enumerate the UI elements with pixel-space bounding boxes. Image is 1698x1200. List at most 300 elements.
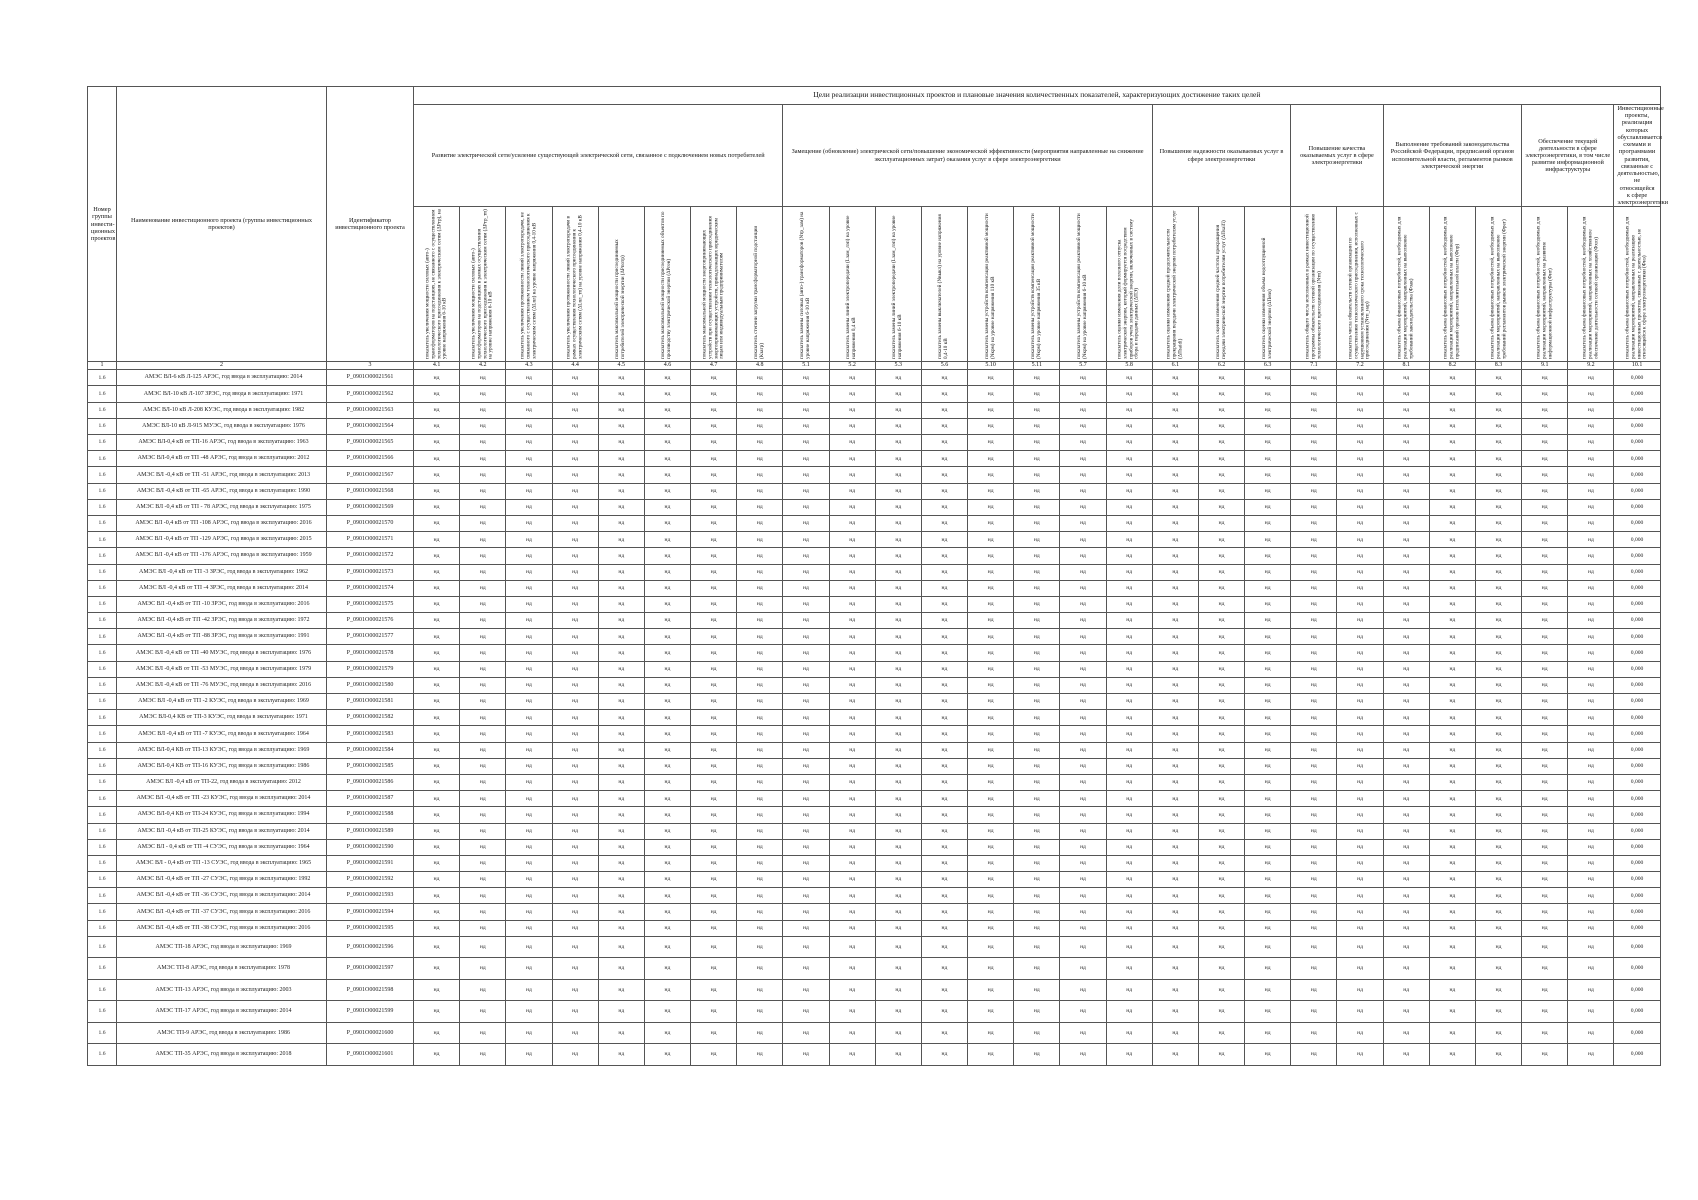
row-indicator-value: нд <box>691 435 737 451</box>
row-indicator-value: нд <box>1337 904 1383 920</box>
table-row <box>88 402 1661 418</box>
row-project-id: P_0901O00021601 <box>327 1044 414 1066</box>
row-indicator-value: нд <box>1014 920 1060 936</box>
row-indicator-value: нд <box>644 742 690 758</box>
row-indicator-value: нд <box>783 823 829 839</box>
row-indicator-value: нд <box>1198 920 1244 936</box>
row-indicator-value: нд <box>1475 645 1521 661</box>
row-indicator-value: нд <box>414 904 460 920</box>
row-indicator-value: нд <box>968 645 1014 661</box>
row-indicator-value: нд <box>1429 839 1475 855</box>
row-indicator-value: нд <box>783 839 829 855</box>
row-indicator-value: нд <box>829 1001 875 1023</box>
row-indicator-value: нд <box>1522 580 1568 596</box>
row-indicator-value: нд <box>1522 386 1568 402</box>
row-indicator-value: нд <box>460 402 506 418</box>
row-indicator-value: нд <box>1429 418 1475 434</box>
column-number: 1 <box>88 362 117 370</box>
row-indicator-value: нд <box>737 661 783 677</box>
row-indicator-value: нд <box>1429 596 1475 612</box>
row-indicator-value: нд <box>414 645 460 661</box>
row-indicator-value: нд <box>598 710 644 726</box>
row-indicator-value: 0,000 <box>1614 742 1660 758</box>
row-indicator-value: нд <box>737 677 783 693</box>
table-row <box>88 548 1661 564</box>
row-indicator-value: нд <box>921 920 967 936</box>
row-indicator-value: нд <box>1337 872 1383 888</box>
row-indicator-value: нд <box>691 580 737 596</box>
row-indicator-value: нд <box>921 613 967 629</box>
row-indicator-value: нд <box>1475 807 1521 823</box>
header-indicator-column <box>1106 207 1152 362</box>
row-indicator-value: нд <box>691 467 737 483</box>
row-indicator-value: нд <box>1568 499 1614 515</box>
row-indicator-value: нд <box>1568 677 1614 693</box>
column-number: 8.2 <box>1429 362 1475 370</box>
row-indicator-value: нд <box>1152 742 1198 758</box>
row-indicator-value: нд <box>1568 839 1614 855</box>
row-indicator-value: нд <box>552 435 598 451</box>
row-indicator-value: нд <box>644 370 690 386</box>
row-indicator-value: 0,000 <box>1614 855 1660 871</box>
row-indicator-value: нд <box>1522 855 1568 871</box>
row-group-number: 1.6 <box>88 548 117 564</box>
row-indicator-value: нд <box>1060 979 1106 1001</box>
row-indicator-value: нд <box>460 1001 506 1023</box>
header-indicator-column <box>921 207 967 362</box>
row-indicator-value: нд <box>1291 613 1337 629</box>
table-row <box>88 677 1661 693</box>
row-indicator-value: нд <box>1522 418 1568 434</box>
row-indicator-value: нд <box>1198 451 1244 467</box>
row-indicator-value: нд <box>1245 1044 1291 1066</box>
indicator-label: показатель оценки изменения средней продолжительности прекращения передачи электрической энергии потребителям услуг (ΔПsaidi) <box>1165 210 1184 360</box>
row-indicator-value: нд <box>737 451 783 467</box>
row-indicator-value: нд <box>921 807 967 823</box>
row-group-number: 1.6 <box>88 645 117 661</box>
row-indicator-value: нд <box>414 774 460 790</box>
row-group-number: 1.6 <box>88 694 117 710</box>
row-indicator-value: нд <box>1245 807 1291 823</box>
row-indicator-value: нд <box>552 1044 598 1066</box>
header-goal-group: Замещение (обновление) электрической сети/повышение экономической эффективности (мероприятия направленные на снижение эксплуатационных затрат) оказания услуг в сфере электроэнергетики <box>783 105 1152 207</box>
row-project-name: АМЭС ВЛ-0,4 КВ от ТП-3 КУЭС, год ввода в эксплуатацию: 1971 <box>117 710 327 726</box>
row-project-id: P_0901O00021586 <box>327 774 414 790</box>
row-indicator-value: нд <box>1060 467 1106 483</box>
row-indicator-value: нд <box>1291 370 1337 386</box>
row-indicator-value: нд <box>921 904 967 920</box>
row-indicator-value: нд <box>1383 467 1429 483</box>
row-indicator-value: нд <box>552 855 598 871</box>
row-indicator-value: нд <box>1106 499 1152 515</box>
row-indicator-value: нд <box>1568 645 1614 661</box>
column-number: 5.8 <box>1106 362 1152 370</box>
row-indicator-value: нд <box>1245 694 1291 710</box>
row-indicator-value: нд <box>1291 823 1337 839</box>
row-group-number: 1.6 <box>88 451 117 467</box>
row-indicator-value: нд <box>460 499 506 515</box>
row-indicator-value: нд <box>737 435 783 451</box>
row-indicator-value: нд <box>1245 418 1291 434</box>
row-indicator-value: нд <box>1106 726 1152 742</box>
row-indicator-value: нд <box>968 1022 1014 1044</box>
row-indicator-value: нд <box>460 532 506 548</box>
row-indicator-value: 0,000 <box>1614 596 1660 612</box>
row-indicator-value: нд <box>644 807 690 823</box>
row-indicator-value: нд <box>1106 920 1152 936</box>
row-indicator-value: нд <box>829 386 875 402</box>
row-indicator-value: нд <box>644 958 690 980</box>
row-indicator-value: нд <box>829 629 875 645</box>
row-indicator-value: нд <box>1522 872 1568 888</box>
row-indicator-value: нд <box>1429 710 1475 726</box>
indicator-label: показатель максимальной мощности энергопринимающих устройств при осуществлении технологического присоединения энергопринимающих устройств, принадлежащих юридическим лицам или индивидуальным предпринимателям <box>700 216 725 360</box>
row-indicator-value: нд <box>506 742 552 758</box>
row-indicator-value: нд <box>414 726 460 742</box>
row-indicator-value: нд <box>414 596 460 612</box>
row-indicator-value: нд <box>1245 872 1291 888</box>
header-indicator-column <box>1429 207 1475 362</box>
row-indicator-value: нд <box>1152 596 1198 612</box>
row-indicator-value: нд <box>737 613 783 629</box>
row-indicator-value: нд <box>1014 629 1060 645</box>
row-indicator-value: нд <box>1522 742 1568 758</box>
row-indicator-value: нд <box>1383 888 1429 904</box>
header-indicator-column <box>1014 207 1060 362</box>
row-indicator-value: нд <box>1245 920 1291 936</box>
row-indicator-value: нд <box>1337 435 1383 451</box>
row-indicator-value: нд <box>414 823 460 839</box>
row-indicator-value: нд <box>783 774 829 790</box>
row-indicator-value: нд <box>921 645 967 661</box>
row-indicator-value: нд <box>1198 483 1244 499</box>
row-indicator-value: 0,000 <box>1614 888 1660 904</box>
row-indicator-value: нд <box>1198 1001 1244 1023</box>
row-indicator-value: нд <box>1475 435 1521 451</box>
row-group-number: 1.6 <box>88 499 117 515</box>
table-row <box>88 791 1661 807</box>
table-row <box>88 710 1661 726</box>
row-indicator-value: нд <box>921 564 967 580</box>
row-indicator-value: нд <box>1245 855 1291 871</box>
table-row <box>88 564 1661 580</box>
row-indicator-value: нд <box>829 1022 875 1044</box>
row-indicator-value: нд <box>1383 807 1429 823</box>
row-indicator-value: нд <box>1522 979 1568 1001</box>
row-indicator-value: нд <box>506 823 552 839</box>
row-indicator-value: нд <box>644 920 690 936</box>
row-indicator-value: нд <box>506 872 552 888</box>
row-indicator-value: 0,000 <box>1614 370 1660 386</box>
row-indicator-value: нд <box>737 370 783 386</box>
row-indicator-value: нд <box>1291 1044 1337 1066</box>
row-indicator-value: нд <box>598 580 644 596</box>
row-indicator-value: нд <box>552 677 598 693</box>
row-indicator-value: нд <box>1522 694 1568 710</box>
row-indicator-value: нд <box>1291 435 1337 451</box>
header-indicator-column <box>829 207 875 362</box>
row-indicator-value: нд <box>1291 596 1337 612</box>
row-group-number: 1.6 <box>88 613 117 629</box>
row-indicator-value: нд <box>1475 774 1521 790</box>
row-indicator-value: 0,000 <box>1614 580 1660 596</box>
column-number: 5.7 <box>1060 362 1106 370</box>
row-indicator-value: 0,000 <box>1614 386 1660 402</box>
row-indicator-value: нд <box>1060 596 1106 612</box>
row-indicator-value: нд <box>1245 823 1291 839</box>
row-project-id: P_0901O00021583 <box>327 726 414 742</box>
row-indicator-value: нд <box>552 629 598 645</box>
row-indicator-value: 0,000 <box>1614 435 1660 451</box>
header-indicator-column <box>598 207 644 362</box>
row-indicator-value: нд <box>1060 629 1106 645</box>
row-indicator-value: нд <box>1568 742 1614 758</box>
row-indicator-value: нд <box>1060 807 1106 823</box>
row-indicator-value: нд <box>1475 370 1521 386</box>
row-indicator-value: нд <box>598 629 644 645</box>
row-indicator-value: нд <box>783 483 829 499</box>
row-indicator-value: нд <box>1291 1001 1337 1023</box>
row-indicator-value: нд <box>1568 774 1614 790</box>
row-indicator-value: нд <box>598 402 644 418</box>
row-indicator-value: нд <box>1429 791 1475 807</box>
row-indicator-value: нд <box>1383 872 1429 888</box>
indicator-label: показатель увеличения мощности силовых (авто-) трансформаторов на подстанциях в рамках осуществления технологического присоединения к электрическим сетям (ΔPтр_тп) на уровне напряжения 6-10 кВ <box>470 209 494 360</box>
row-indicator-value: нд <box>1337 920 1383 936</box>
row-indicator-value: нд <box>1060 483 1106 499</box>
row-indicator-value: нд <box>1014 564 1060 580</box>
row-indicator-value: нд <box>1060 499 1106 515</box>
column-number: 3 <box>327 362 414 370</box>
row-indicator-value: нд <box>691 694 737 710</box>
row-indicator-value: нд <box>1429 580 1475 596</box>
row-indicator-value: нд <box>1337 936 1383 958</box>
row-indicator-value: нд <box>1014 532 1060 548</box>
row-indicator-value: нд <box>1568 418 1614 434</box>
row-indicator-value: нд <box>1383 710 1429 726</box>
header-indicator-column <box>1522 207 1568 362</box>
row-project-id: P_0901O00021567 <box>327 467 414 483</box>
row-group-number: 1.6 <box>88 402 117 418</box>
row-group-number: 1.6 <box>88 596 117 612</box>
row-indicator-value: нд <box>1198 710 1244 726</box>
row-indicator-value: нд <box>1245 979 1291 1001</box>
row-indicator-value: нд <box>1291 774 1337 790</box>
row-indicator-value: нд <box>875 904 921 920</box>
row-group-number: 1.6 <box>88 580 117 596</box>
row-indicator-value: нд <box>691 629 737 645</box>
row-indicator-value: нд <box>1245 774 1291 790</box>
row-indicator-value: нд <box>875 418 921 434</box>
row-indicator-value: нд <box>737 726 783 742</box>
row-indicator-value: 0,000 <box>1614 629 1660 645</box>
row-indicator-value: нд <box>968 677 1014 693</box>
row-indicator-value: нд <box>1522 548 1568 564</box>
row-indicator-value: нд <box>552 807 598 823</box>
row-indicator-value: нд <box>783 710 829 726</box>
row-indicator-value: нд <box>1337 958 1383 980</box>
row-indicator-value: нд <box>1383 435 1429 451</box>
row-indicator-value: нд <box>829 515 875 531</box>
row-indicator-value: нд <box>506 920 552 936</box>
row-indicator-value: нд <box>829 958 875 980</box>
row-project-id: P_0901O00021588 <box>327 807 414 823</box>
row-indicator-value: нд <box>783 872 829 888</box>
row-indicator-value: нд <box>921 774 967 790</box>
table-row <box>88 483 1661 499</box>
row-indicator-value: нд <box>1060 1044 1106 1066</box>
row-indicator-value: нд <box>875 645 921 661</box>
row-indicator-value: нд <box>691 936 737 958</box>
row-indicator-value: нд <box>598 386 644 402</box>
row-indicator-value: нд <box>1337 758 1383 774</box>
row-indicator-value: нд <box>1198 758 1244 774</box>
row-indicator-value: нд <box>829 499 875 515</box>
column-number: 9.1 <box>1522 362 1568 370</box>
row-indicator-value: нд <box>875 936 921 958</box>
row-indicator-value: нд <box>1106 467 1152 483</box>
row-indicator-value: нд <box>1291 979 1337 1001</box>
row-indicator-value: нд <box>1291 515 1337 531</box>
row-indicator-value: нд <box>1152 958 1198 980</box>
row-indicator-value: нд <box>1106 904 1152 920</box>
header-indicator-column <box>644 207 690 362</box>
row-indicator-value: нд <box>1152 499 1198 515</box>
row-project-name: АМЭС ВЛ -0,4 кВ от ТП -40 МУЭС, год ввода в эксплуатацию: 1976 <box>117 645 327 661</box>
row-indicator-value: нд <box>506 677 552 693</box>
row-indicator-value: нд <box>875 564 921 580</box>
row-indicator-value: нд <box>1568 1022 1614 1044</box>
row-indicator-value: нд <box>1429 979 1475 1001</box>
row-indicator-value: нд <box>829 613 875 629</box>
indicator-label: показатель замены устройств компенсации реактивной мощности (Nкрм) на уровне напряжения 35 кВ <box>1030 213 1042 360</box>
header-indicator-column <box>1152 207 1198 362</box>
row-indicator-value: нд <box>1475 888 1521 904</box>
row-indicator-value: нд <box>737 791 783 807</box>
row-indicator-value: нд <box>644 1044 690 1066</box>
row-indicator-value: нд <box>921 979 967 1001</box>
table-row <box>88 1001 1661 1023</box>
row-project-id: P_0901O00021574 <box>327 580 414 596</box>
row-indicator-value: нд <box>598 920 644 936</box>
row-indicator-value: нд <box>968 839 1014 855</box>
row-indicator-value: нд <box>1060 936 1106 958</box>
row-indicator-value: нд <box>414 499 460 515</box>
row-indicator-value: нд <box>598 677 644 693</box>
row-group-number: 1.6 <box>88 920 117 936</box>
row-indicator-value: нд <box>644 613 690 629</box>
row-indicator-value: нд <box>1429 564 1475 580</box>
row-indicator-value: нд <box>691 1044 737 1066</box>
row-indicator-value: нд <box>552 661 598 677</box>
row-indicator-value: нд <box>783 677 829 693</box>
row-indicator-value: нд <box>737 888 783 904</box>
row-indicator-value: нд <box>506 532 552 548</box>
row-indicator-value: нд <box>598 694 644 710</box>
header-project-id: Идентификатор инвестиционного проекта <box>327 87 414 362</box>
row-indicator-value: нд <box>1060 1022 1106 1044</box>
row-indicator-value: нд <box>1522 499 1568 515</box>
row-group-number: 1.6 <box>88 823 117 839</box>
column-number: 5.11 <box>1014 362 1060 370</box>
row-indicator-value: нд <box>1522 1044 1568 1066</box>
row-indicator-value: нд <box>968 483 1014 499</box>
row-indicator-value: нд <box>598 370 644 386</box>
row-indicator-value: нд <box>1337 548 1383 564</box>
row-indicator-value: нд <box>414 710 460 726</box>
row-indicator-value: нд <box>921 548 967 564</box>
row-group-number: 1.6 <box>88 435 117 451</box>
row-indicator-value: нд <box>414 791 460 807</box>
row-indicator-value: нд <box>921 855 967 871</box>
row-indicator-value: нд <box>1060 710 1106 726</box>
row-project-name: АМЭС ТП-35 АРЭС, год ввода в эксплуатацию: 2018 <box>117 1044 327 1066</box>
row-indicator-value: нд <box>1106 979 1152 1001</box>
row-indicator-value: нд <box>1429 548 1475 564</box>
row-indicator-value: нд <box>737 596 783 612</box>
row-indicator-value: нд <box>1106 855 1152 871</box>
row-indicator-value: нд <box>875 710 921 726</box>
row-indicator-value: нд <box>644 936 690 958</box>
row-indicator-value: нд <box>921 1001 967 1023</box>
row-indicator-value: нд <box>1060 564 1106 580</box>
row-indicator-value: нд <box>1475 451 1521 467</box>
column-number: 7.1 <box>1291 362 1337 370</box>
row-project-id: P_0901O00021600 <box>327 1022 414 1044</box>
row-indicator-value: нд <box>1475 726 1521 742</box>
row-indicator-value: нд <box>1522 758 1568 774</box>
row-indicator-value: нд <box>1429 435 1475 451</box>
row-indicator-value: нд <box>691 499 737 515</box>
row-project-id: P_0901O00021585 <box>327 758 414 774</box>
row-indicator-value: нд <box>1429 370 1475 386</box>
row-indicator-value: нд <box>460 979 506 1001</box>
row-indicator-value: нд <box>1060 758 1106 774</box>
row-indicator-value: нд <box>506 596 552 612</box>
row-indicator-value: нд <box>968 936 1014 958</box>
row-indicator-value: нд <box>1568 613 1614 629</box>
row-indicator-value: нд <box>1152 532 1198 548</box>
row-indicator-value: нд <box>644 499 690 515</box>
row-indicator-value: нд <box>644 823 690 839</box>
row-indicator-value: нд <box>1429 694 1475 710</box>
row-project-id: P_0901O00021594 <box>327 904 414 920</box>
row-indicator-value: нд <box>1152 758 1198 774</box>
row-indicator-value: нд <box>691 958 737 980</box>
row-indicator-value: 0,000 <box>1614 791 1660 807</box>
row-indicator-value: нд <box>1522 774 1568 790</box>
row-indicator-value: нд <box>737 548 783 564</box>
row-indicator-value: 0,000 <box>1614 710 1660 726</box>
row-indicator-value: нд <box>737 402 783 418</box>
row-indicator-value: нд <box>644 872 690 888</box>
table-row <box>88 888 1661 904</box>
row-indicator-value: нд <box>1245 499 1291 515</box>
row-indicator-value: нд <box>783 758 829 774</box>
row-indicator-value: нд <box>1383 1022 1429 1044</box>
row-indicator-value: нд <box>1291 661 1337 677</box>
row-indicator-value: нд <box>1522 936 1568 958</box>
row-indicator-value: нд <box>1337 839 1383 855</box>
row-indicator-value: нд <box>1291 807 1337 823</box>
column-number: 4.2 <box>460 362 506 370</box>
row-indicator-value: нд <box>1291 418 1337 434</box>
row-indicator-value: нд <box>1522 483 1568 499</box>
row-project-id: P_0901O00021576 <box>327 613 414 629</box>
row-indicator-value: нд <box>552 710 598 726</box>
row-indicator-value: нд <box>598 596 644 612</box>
row-group-number: 1.6 <box>88 791 117 807</box>
